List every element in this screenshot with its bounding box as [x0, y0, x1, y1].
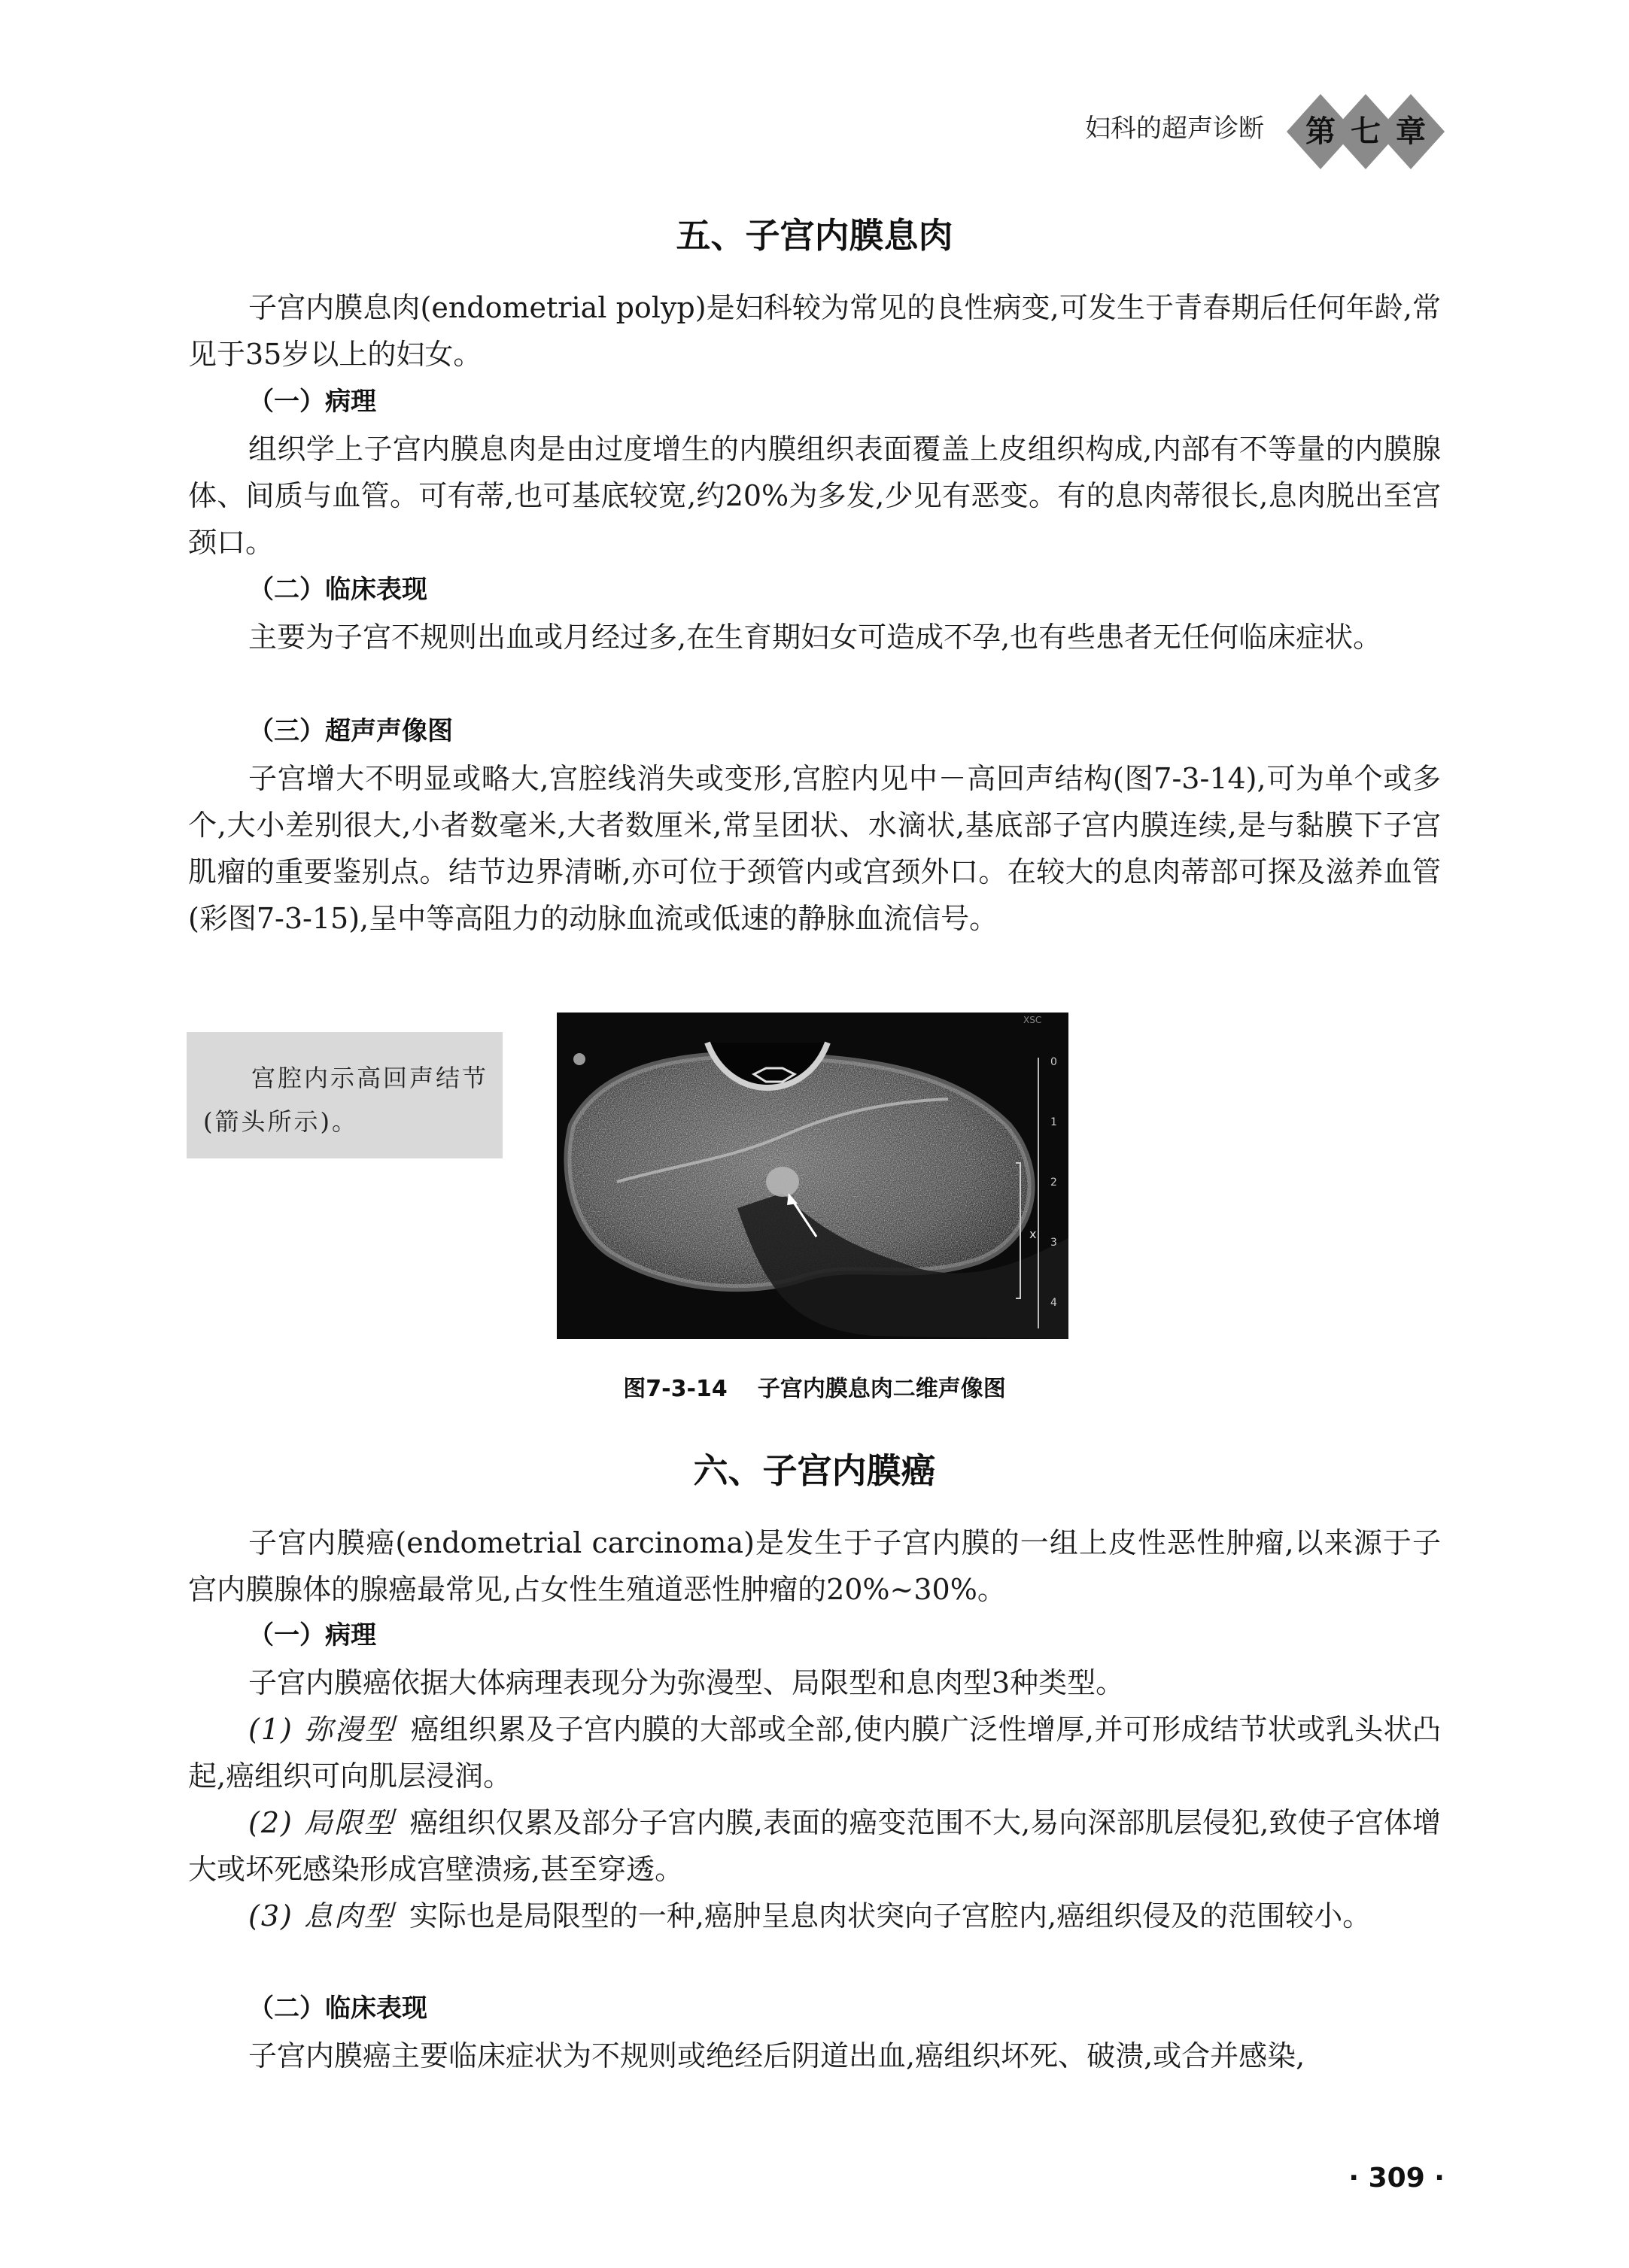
type-localized-text: 癌组织仅累及部分子宫内膜,表面的癌变范围不大,易向深部肌层侵犯,致使子宫体增大或坏死感染形成宫壁溃疡,甚至穿透。 [188, 1806, 1441, 1886]
carcinoma-pathology-paragraph: 子宫内膜癌依据大体病理表现分为弥漫型、局限型和息肉型3种类型。 [248, 1666, 1125, 1699]
ultrasound-image [557, 1013, 1068, 1339]
carcinoma-type-polypoid [188, 1893, 1441, 1939]
polyp-clinical-heading: （二）临床表现 [248, 575, 427, 605]
carcinoma-clinical-paragraph: 子宫内膜癌主要临床症状为不规则或绝经后阴道出血,癌组织坏死、破溃,或合并感染, [248, 2039, 1305, 2072]
section-title-endometrial-polyp: 五、子宫内膜息肉 [676, 215, 953, 256]
carcinoma-type-localized [188, 1799, 1441, 1893]
chapter-char-3: 章 [1396, 114, 1426, 149]
carcinoma-pathology-heading: （一）病理 [248, 1620, 376, 1650]
scale-label-0: 0 [1050, 1056, 1057, 1068]
polyp-nodule [766, 1167, 799, 1197]
carcinoma-clinical-heading: （二）临床表现 [248, 1993, 427, 2024]
carcinoma-type-diffuse [188, 1706, 1441, 1799]
type-diffuse-label: (1) 弥漫型 [248, 1713, 396, 1746]
image-corner-text: XSC [1023, 1015, 1042, 1025]
polyp-pathology-paragraph: 组织学上子宫内膜息肉是由过度增生的内膜组织表面覆盖上皮组织构成,内部有不等量的内膜腺体、间质与血管。可有蒂,也可基底较宽,约20%为多发,少见有恶变。有的息肉蒂很长,息肉脱出至宫颈口。 [188, 433, 1441, 559]
overlay-letter: x [1029, 1227, 1037, 1241]
type-polypoid-label: (3) 息肉型 [248, 1899, 394, 1933]
polyp-ultrasound-paragraph: 子宫增大不明显或略大,宫腔线消失或变形,宫腔内见中－高回声结构(图7-3-14),可为单个或多个,大小差别很大,小者数毫米,大者数厘米,常呈团状、水滴状,基底部子宫内膜连续,是与黏膜下子宫肌瘤的重要鉴别点。结节边界清晰,亦可位于颈管内或宫颈外口。在较大的息肉蒂部可探及滋养血管(彩图7-3-15),呈中等高阻力的动脉血流或低速的静脉血流信号。 [188, 762, 1441, 935]
type-diffuse-text: 癌组织累及子宫内膜的大部或全部,使内膜广泛性增厚,并可形成结节状或乳头状凸起,癌组织可向肌层浸润。 [188, 1713, 1441, 1793]
scale-label-4: 4 [1050, 1297, 1057, 1309]
figure-side-caption-box [187, 1032, 503, 1158]
figure-caption-text: 子宫内膜息肉二维声像图 [757, 1376, 1006, 1402]
chapter-char-2: 七 [1351, 114, 1381, 149]
chapter-char-1: 第 [1305, 114, 1336, 149]
polyp-pathology-heading: （一）病理 [248, 387, 376, 417]
carcinoma-intro-paragraph: 子宫内膜癌(endometrial carcinoma)是发生于子宫内膜的一组上皮性恶性肿瘤,以来源于子宫内膜腺体的腺癌最常见,占女性生殖道恶性肿瘤的20%~30%。 [188, 1526, 1441, 1606]
chapter-badge [1279, 90, 1452, 173]
polyp-clinical-paragraph: 主要为子宫不规则出血或月经过多,在生育期妇女可造成不孕,也有些患者无任何临床症状。 [248, 621, 1382, 654]
type-localized-label: (2) 局限型 [248, 1806, 395, 1839]
section-title-endometrial-carcinoma: 六、子宫内膜癌 [693, 1450, 936, 1491]
polyp-intro-paragraph: 子宫内膜息肉(endometrial polyp)是妇科较为常见的良性病变,可发生于青春期后任何年龄,常见于35岁以上的妇女。 [188, 291, 1441, 371]
scale-label-3: 3 [1050, 1237, 1057, 1249]
scale-label-1: 1 [1050, 1116, 1057, 1128]
polyp-ultrasound-heading: （三）超声声像图 [248, 716, 453, 746]
running-title: 妇科的超声诊断 [1085, 114, 1264, 144]
orientation-dot [573, 1053, 585, 1065]
figure-side-caption: 宫腔内示高回声结节(箭头所示)。 [203, 1064, 489, 1136]
figure-caption [0, 1371, 1629, 1408]
figure-number: 图7-3-14 [623, 1376, 728, 1402]
type-polypoid-text: 实际也是局限型的一种,癌肿呈息肉状突向子宫腔内,癌组织侵及的范围较小。 [409, 1899, 1372, 1933]
scale-label-2: 2 [1050, 1177, 1057, 1189]
page-number: · 309 · [1348, 2163, 1445, 2194]
